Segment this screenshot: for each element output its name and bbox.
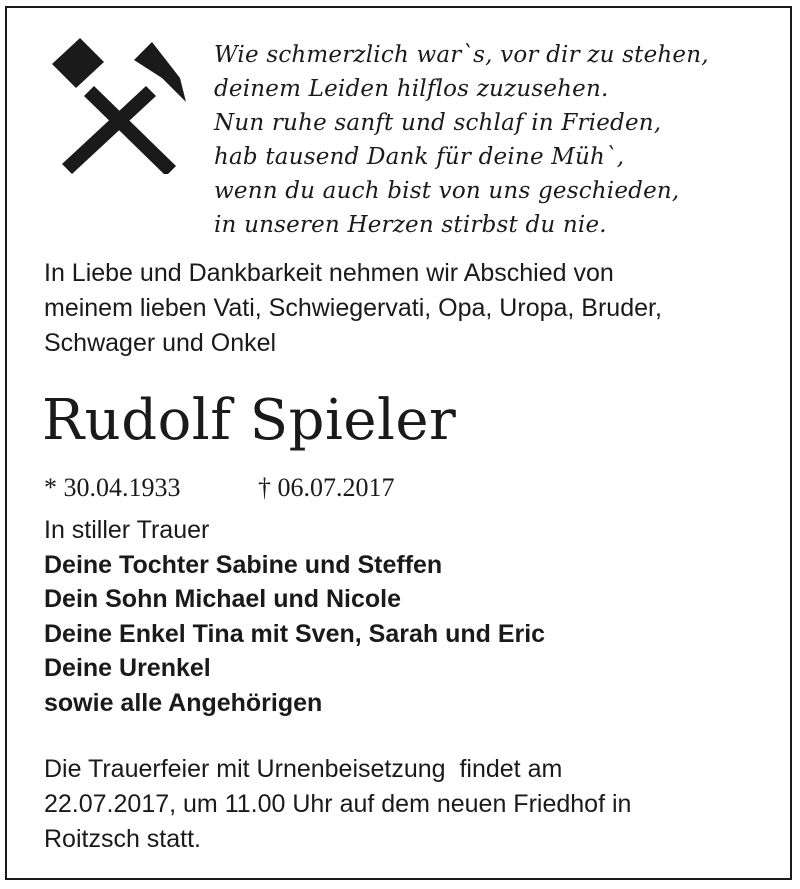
poem-line: wenn du auch bist von uns geschieden, xyxy=(214,178,680,204)
mourners-section xyxy=(44,513,784,720)
intro-text xyxy=(44,256,784,361)
mourner-line: sowie alle Angehörigen xyxy=(44,688,323,717)
poem-line: Wie schmerzlich war`s, vor dir zu stehen, xyxy=(214,42,709,68)
hammer-and-pick-icon xyxy=(50,38,190,174)
mourner-line: Deine Enkel Tina mit Sven, Sarah und Eric xyxy=(44,619,546,648)
death-date: † 06.07.2017 xyxy=(258,473,395,502)
poem-line: deinem Leiden hilflos zuzusehen. xyxy=(214,76,609,102)
funeral-info xyxy=(44,752,784,857)
mourner-line: Deine Tochter Sabine und Steffen xyxy=(44,550,443,579)
poem xyxy=(214,38,784,242)
mourner-line: Dein Sohn Michael und Nicole xyxy=(44,585,401,613)
deceased-name: Rudolf Spieler xyxy=(42,388,457,453)
mourning-heading: In stiller Trauer xyxy=(44,516,210,544)
poem-line: Nun ruhe sanft und schlaf in Frieden, xyxy=(214,110,662,136)
poem-line: in unseren Herzen stirbst du nie. xyxy=(214,212,607,238)
poem-line: hab tausend Dank für deine Müh`, xyxy=(214,144,625,170)
life-dates xyxy=(44,472,395,504)
intro-line: meinem lieben Vati, Schwiegervati, Opa, Uropa, Bruder, xyxy=(44,294,662,322)
mourner-line: Deine Urenkel xyxy=(44,654,211,682)
funeral-line: Die Trauerfeier mit Urnenbeisetzung findet am xyxy=(44,755,563,783)
birth-date: * 30.04.1933 xyxy=(44,473,181,502)
funeral-line: 22.07.2017, um 11.00 Uhr auf dem neuen Friedhof in xyxy=(44,790,632,818)
intro-line: In Liebe und Dankbarkeit nehmen wir Abschied von xyxy=(44,259,614,287)
intro-line: Schwager und Onkel xyxy=(44,329,277,357)
funeral-line: Roitzsch statt. xyxy=(44,825,201,853)
